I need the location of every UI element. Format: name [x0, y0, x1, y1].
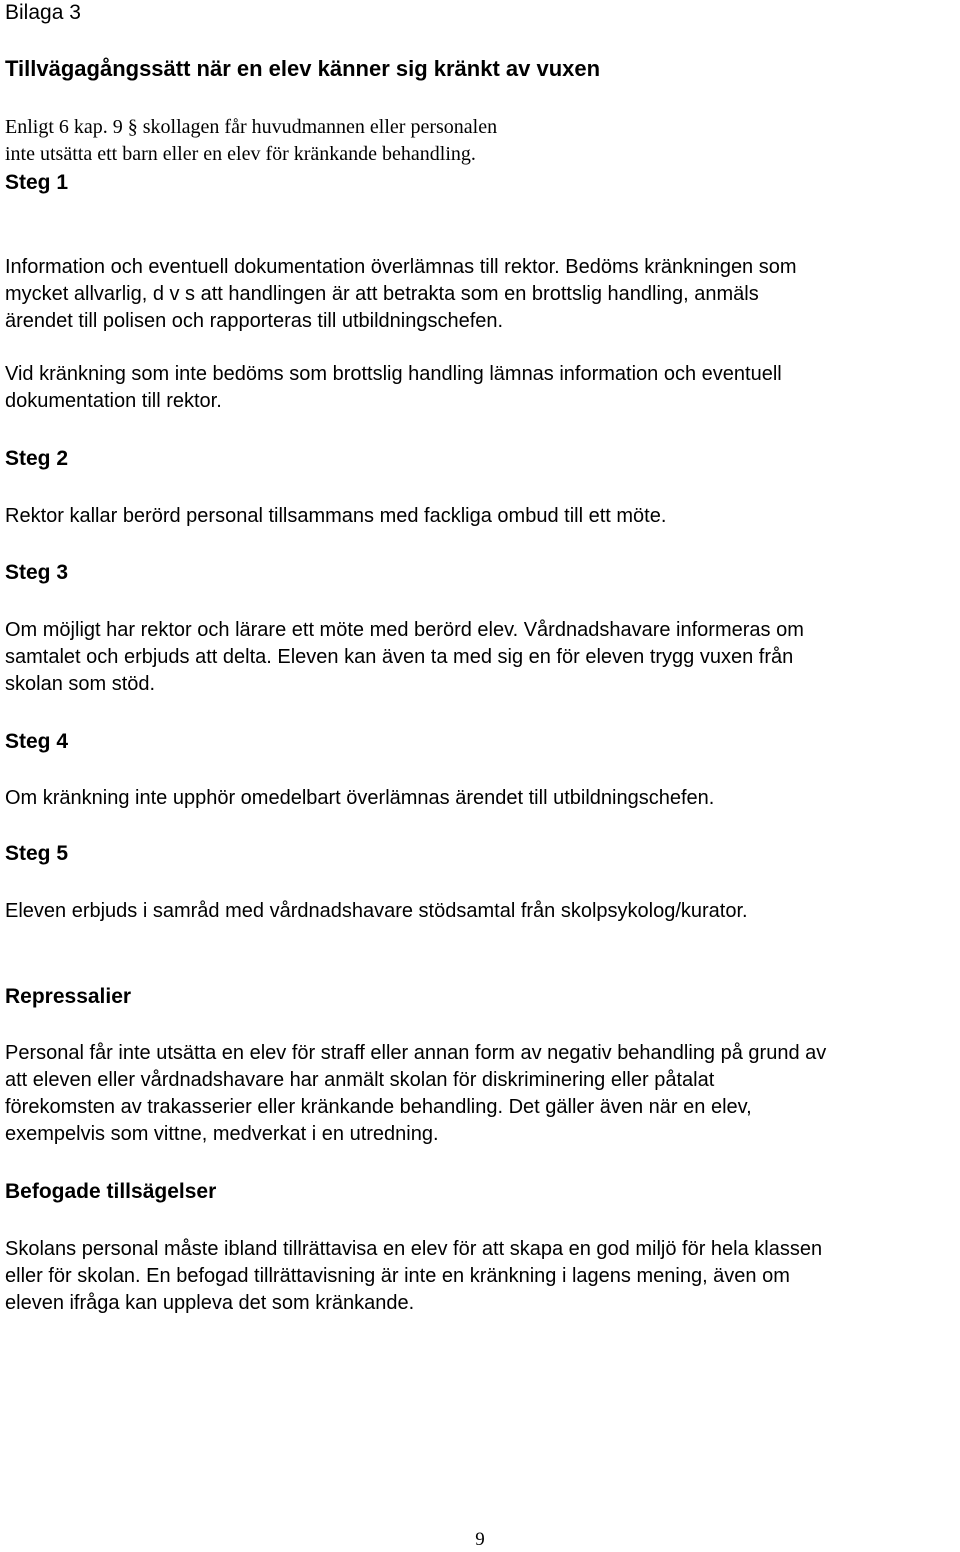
law-text-line: inte utsätta ett barn eller en elev för kränkande behandling. — [5, 143, 476, 165]
paragraph-line: förekomsten av trakasserier eller kränkande behandling. Det gäller även när en elev, — [5, 1096, 752, 1118]
step-1-heading: Steg 1 — [5, 171, 69, 194]
page-number: 9 — [475, 1529, 485, 1550]
step-2-paragraph — [5, 503, 666, 530]
section-heading-repressalier: Repressalier — [5, 985, 132, 1008]
paragraph-line: ärendet till polisen och rapporteras till utbildningschefen. — [5, 310, 504, 332]
step-1-paragraph-2 — [5, 361, 782, 415]
paragraph-line: Information och eventuell dokumentation överlämnas till rektor. Bedöms kränkningen som — [5, 256, 797, 278]
section-paragraph-befogade-tillsagelser — [5, 1236, 822, 1317]
step-5-heading: Steg 5 — [5, 842, 69, 865]
step-1-paragraph-1 — [5, 254, 797, 335]
step-5-paragraph — [5, 898, 748, 925]
paragraph-line: exempelvis som vittne, medverkat i en utredning. — [5, 1123, 439, 1145]
section-heading-befogade-tillsagelser: Befogade tillsägelser — [5, 1180, 217, 1203]
paragraph-line: samtalet och erbjuds att delta. Eleven kan även ta med sig en för eleven trygg vuxen från — [5, 646, 794, 668]
step-4-paragraph — [5, 785, 714, 812]
paragraph-line: eleven ifråga kan uppleva det som kränkande. — [5, 1292, 415, 1314]
law-text-line: Enligt 6 kap. 9 § skollagen får huvudmannen eller personalen — [5, 116, 498, 138]
paragraph-line: Om kränkning inte upphör omedelbart överlämnas ärendet till utbildningschefen. — [5, 787, 715, 809]
appendix-label: Bilaga 3 — [5, 1, 81, 24]
step-2-heading: Steg 2 — [5, 447, 69, 470]
page-title: Tillvägagångssätt när en elev känner sig kränkt av vuxen — [5, 56, 601, 81]
paragraph-line: att eleven eller vårdnadshavare har anmält skolan för diskriminering eller påtalat — [5, 1069, 715, 1091]
paragraph-line: skolan som stöd. — [5, 673, 156, 695]
law-text — [5, 114, 497, 168]
step-3-paragraph — [5, 617, 804, 698]
paragraph-line: dokumentation till rektor. — [5, 390, 222, 412]
paragraph-line: Om möjligt har rektor och lärare ett möte med berörd elev. Vårdnadshavare informeras om — [5, 619, 804, 641]
paragraph-line: Rektor kallar berörd personal tillsammans med fackliga ombud till ett möte. — [5, 505, 667, 527]
paragraph-line: eller för skolan. En befogad tillrättavisning är inte en kränkning i lagens mening, även om — [5, 1265, 790, 1287]
paragraph-line: Skolans personal måste ibland tillrättavisa en elev för att skapa en god miljö för hela klassen — [5, 1238, 823, 1260]
paragraph-line: Eleven erbjuds i samråd med vårdnadshavare stödsamtal från skolpsykolog/kurator. — [5, 900, 748, 922]
paragraph-line: Vid kränkning som inte bedöms som brottslig handling lämnas information och eventuell — [5, 363, 782, 385]
paragraph-line: mycket allvarlig, d v s att handlingen är att betrakta som en brottslig handling, anmäls — [5, 283, 759, 305]
step-3-heading: Steg 3 — [5, 561, 69, 584]
step-4-heading: Steg 4 — [5, 730, 69, 753]
section-paragraph-repressalier — [5, 1040, 826, 1148]
paragraph-line: Personal får inte utsätta en elev för straff eller annan form av negativ behandling på grund av — [5, 1042, 827, 1064]
